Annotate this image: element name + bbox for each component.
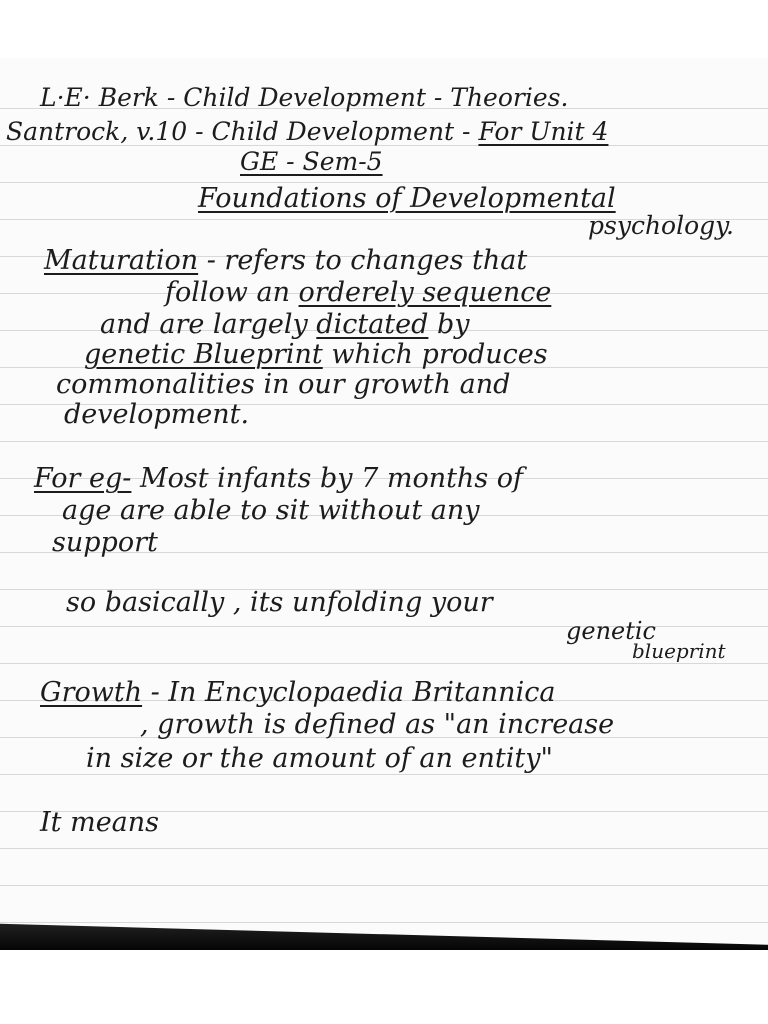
page-title bbox=[198, 184, 616, 214]
basically-line-1: so basically , its unfolding your bbox=[66, 587, 493, 618]
example-label: For eg- bbox=[34, 463, 132, 494]
maturation-l3-text: and are largely bbox=[100, 309, 317, 340]
maturation-l3-by: by bbox=[428, 309, 470, 340]
page-title-continued: psychology. bbox=[588, 211, 734, 240]
growth-line-2: , growth is defined as "an increase bbox=[140, 709, 615, 740]
basically-line-2: genetic bbox=[566, 617, 656, 645]
example-line-2: age are able to sit without any bbox=[62, 495, 480, 526]
maturation-definition-start: - refers to changes that bbox=[198, 245, 528, 276]
page-title-part-1: Foundations of Developmental bbox=[198, 183, 616, 214]
maturation-line-2 bbox=[165, 278, 551, 308]
growth-line-3: in size or the amount of an entity" bbox=[86, 743, 553, 774]
maturation-l2-text: follow an bbox=[165, 277, 299, 308]
maturation-orderly-sequence: orderely sequence bbox=[298, 277, 552, 308]
example-line-3: support bbox=[52, 527, 158, 558]
growth-term: Growth bbox=[40, 677, 143, 708]
maturation-genetic-blueprint: genetic Blueprint bbox=[84, 339, 323, 370]
maturation-line-4 bbox=[84, 340, 548, 370]
maturation-line-6: development. bbox=[64, 399, 250, 430]
header-line-2 bbox=[6, 118, 608, 146]
header-unit-label: For Unit 4 bbox=[478, 117, 609, 146]
maturation-line-3 bbox=[100, 310, 470, 340]
header-line-3: GE - Sem-5 bbox=[240, 147, 383, 176]
maturation-line-5: commonalities in our growth and bbox=[56, 369, 511, 400]
means-line: It means bbox=[40, 807, 160, 838]
header-line-2-text: Santrock, v.10 - Child Development - bbox=[6, 117, 479, 146]
maturation-term: Maturation bbox=[44, 245, 199, 276]
maturation-l4-text: which produces bbox=[322, 339, 548, 370]
maturation-line-1 bbox=[44, 246, 527, 276]
example-text-1: Most infants by 7 months of bbox=[131, 463, 524, 494]
notebook-page bbox=[0, 58, 768, 944]
growth-definition-start: - In Encyclopaedia Britannica bbox=[142, 677, 556, 708]
maturation-dictated: dictated bbox=[316, 309, 429, 340]
example-line-1 bbox=[34, 464, 523, 494]
basically-line-3: blueprint bbox=[632, 639, 726, 663]
header-line-1: L·E· Berk - Child Development - Theories. bbox=[40, 83, 569, 112]
growth-line-1 bbox=[40, 678, 555, 708]
